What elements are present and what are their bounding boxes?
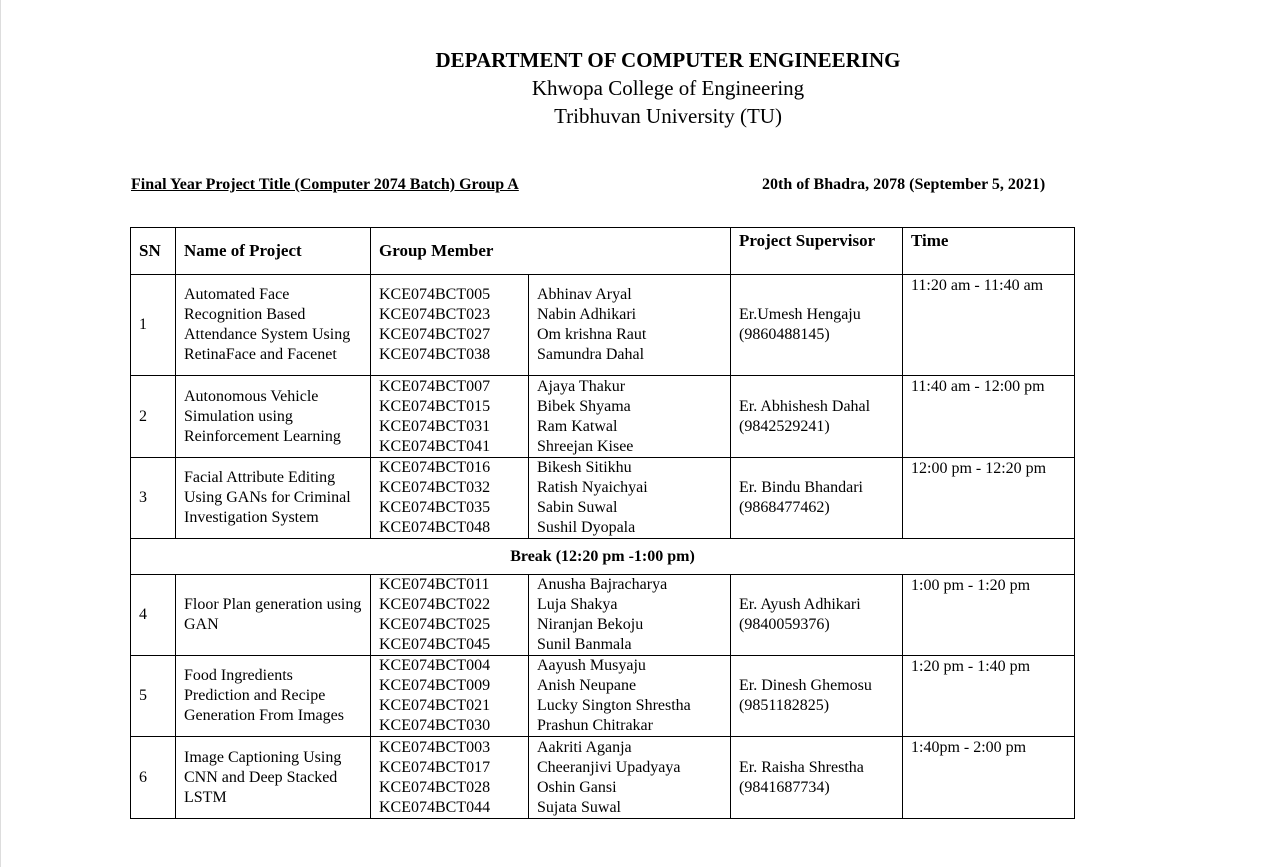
document-subtitle: Final Year Project Title (Computer 2074 Batch) Group A (131, 176, 519, 193)
supervisor-name: Er. Abhishesh Dahal (739, 397, 871, 415)
member-id: KCE074BCT003 (379, 738, 491, 756)
schedule-table (130, 227, 1075, 819)
serial-number: 4 (131, 575, 176, 656)
supervisor-phone: (9868477462) (739, 499, 830, 516)
table-row (131, 275, 1075, 376)
member-name: Samundra Dahal (537, 346, 645, 363)
column-header-members: Group Member (371, 228, 731, 275)
member-name: Aakriti Aganja (537, 738, 632, 756)
member-name: Lucky Sington Shrestha (537, 697, 691, 714)
member-ids (371, 376, 529, 458)
department-title: DEPARTMENT OF COMPUTER ENGINEERING (435, 48, 901, 72)
time-slot: 11:40 am - 12:00 pm (903, 376, 1075, 458)
member-ids (371, 275, 529, 376)
member-name: Oshin Gansi (537, 778, 617, 796)
supervisor (731, 737, 903, 819)
member-names (529, 376, 731, 458)
member-id: KCE074BCT023 (379, 306, 491, 323)
project-name: Facial Attribute Editing Using GANs for Criminal Investigation System (176, 458, 371, 539)
member-id: KCE074BCT038 (379, 346, 491, 363)
column-header-project: Name of Project (176, 228, 371, 275)
member-ids (371, 656, 529, 737)
supervisor-phone: (9840059376) (739, 616, 830, 633)
member-name: Anish Neupane (537, 677, 637, 694)
supervisor (731, 575, 903, 656)
time-slot: 1:00 pm - 1:20 pm (903, 575, 1075, 656)
table-header-row (131, 228, 1075, 275)
member-name: Luja Shakya (537, 596, 618, 613)
member-name: Nabin Adhikari (537, 306, 637, 323)
member-id: KCE074BCT021 (379, 697, 491, 714)
member-id: KCE074BCT022 (379, 596, 491, 613)
serial-number: 5 (131, 656, 176, 737)
serial-number: 2 (131, 376, 176, 458)
supervisor-name: Er. Raisha Shrestha (739, 758, 864, 776)
column-header-sn: SN (131, 228, 176, 275)
member-name: Abhinav Aryal (537, 286, 632, 303)
project-name: Autonomous Vehicle Simulation using Reinforcement Learning (176, 376, 371, 458)
member-name: Niranjan Bekoju (537, 616, 644, 633)
member-id: KCE074BCT004 (379, 657, 491, 674)
member-id: KCE074BCT035 (379, 499, 491, 516)
table-row (131, 376, 1075, 458)
supervisor (731, 376, 903, 458)
member-name: Anusha Bajracharya (537, 576, 668, 593)
member-name: Cheeranjivi Upadyaya (537, 758, 681, 776)
member-id: KCE074BCT030 (379, 717, 491, 734)
member-id: KCE074BCT031 (379, 417, 491, 435)
member-id: KCE074BCT005 (379, 286, 491, 303)
member-id: KCE074BCT017 (379, 758, 491, 776)
member-ids (371, 458, 529, 539)
member-name: Ratish Nyaichyai (537, 479, 648, 496)
supervisor-phone: (9841687734) (739, 778, 830, 796)
column-header-supervisor: Project Supervisor (731, 228, 903, 275)
member-names (529, 458, 731, 539)
time-slot: 1:20 pm - 1:40 pm (903, 656, 1075, 737)
college-name: Khwopa College of Engineering (531, 76, 805, 100)
break-label: Break (12:20 pm -1:00 pm) (131, 539, 1075, 575)
column-header-time: Time (903, 228, 1075, 275)
member-names (529, 575, 731, 656)
supervisor-name: Er. Ayush Adhikari (739, 596, 861, 613)
member-name: Om krishna Raut (537, 326, 647, 343)
serial-number: 6 (131, 737, 176, 819)
university-name: Tribhuvan University (TU) (554, 104, 782, 128)
member-id: KCE074BCT027 (379, 326, 491, 343)
supervisor-name: Er. Bindu Bhandari (739, 479, 863, 496)
member-id: KCE074BCT025 (379, 616, 491, 633)
supervisor (731, 275, 903, 376)
member-names (529, 656, 731, 737)
break-row (131, 539, 1075, 575)
member-id: KCE074BCT007 (379, 377, 491, 395)
member-id: KCE074BCT028 (379, 778, 491, 796)
member-id: KCE074BCT048 (379, 519, 491, 536)
supervisor-phone: (9851182825) (739, 697, 830, 714)
project-name: Automated Face Recognition Based Attendance System Using RetinaFace and Facenet (176, 275, 371, 376)
time-slot: 11:20 am - 11:40 am (903, 275, 1075, 376)
member-id: KCE074BCT016 (379, 459, 491, 476)
project-name: Image Captioning Using CNN and Deep Stacked LSTM (176, 737, 371, 819)
table-row (131, 656, 1075, 737)
member-ids (371, 737, 529, 819)
member-name: Bikesh Sitikhu (537, 459, 632, 476)
table-row (131, 575, 1075, 656)
supervisor (731, 656, 903, 737)
member-name: Ajaya Thakur (537, 377, 626, 395)
table-row (131, 458, 1075, 539)
serial-number: 1 (131, 275, 176, 376)
time-slot: 12:00 pm - 12:20 pm (903, 458, 1075, 539)
supervisor-phone: (9842529241) (739, 417, 830, 435)
member-id: KCE074BCT011 (379, 576, 490, 593)
serial-number: 3 (131, 458, 176, 539)
member-name: Prashun Chitrakar (537, 717, 653, 734)
document-date: 20th of Bhadra, 2078 (September 5, 2021) (762, 176, 1046, 193)
member-names (529, 275, 731, 376)
member-name: Aayush Musyaju (537, 657, 646, 674)
member-name: Ram Katwal (537, 417, 618, 435)
member-name: Sujata Suwal (537, 798, 621, 816)
member-name: Bibek Shyama (537, 397, 631, 415)
supervisor (731, 458, 903, 539)
member-name: Shreejan Kisee (537, 437, 634, 455)
member-name: Sushil Dyopala (537, 519, 636, 536)
table-row (131, 737, 1075, 819)
project-name: Food Ingredients Prediction and Recipe Generation From Images (176, 656, 371, 737)
member-id: KCE074BCT044 (379, 798, 491, 816)
time-slot: 1:40pm - 2:00 pm (903, 737, 1075, 819)
member-id: KCE074BCT045 (379, 636, 491, 653)
supervisor-name: Er.Umesh Hengaju (739, 306, 861, 323)
project-name: Floor Plan generation using GAN (176, 575, 371, 656)
member-id: KCE074BCT015 (379, 397, 491, 415)
member-ids (371, 575, 529, 656)
member-name: Sabin Suwal (537, 499, 618, 516)
member-names (529, 737, 731, 819)
supervisor-phone: (9860488145) (739, 326, 830, 343)
member-id: KCE074BCT009 (379, 677, 491, 694)
page-edge (0, 0, 1, 867)
member-id: KCE074BCT032 (379, 479, 491, 496)
member-name: Sunil Banmala (537, 636, 632, 653)
supervisor-name: Er. Dinesh Ghemosu (739, 677, 872, 694)
member-id: KCE074BCT041 (379, 437, 491, 455)
